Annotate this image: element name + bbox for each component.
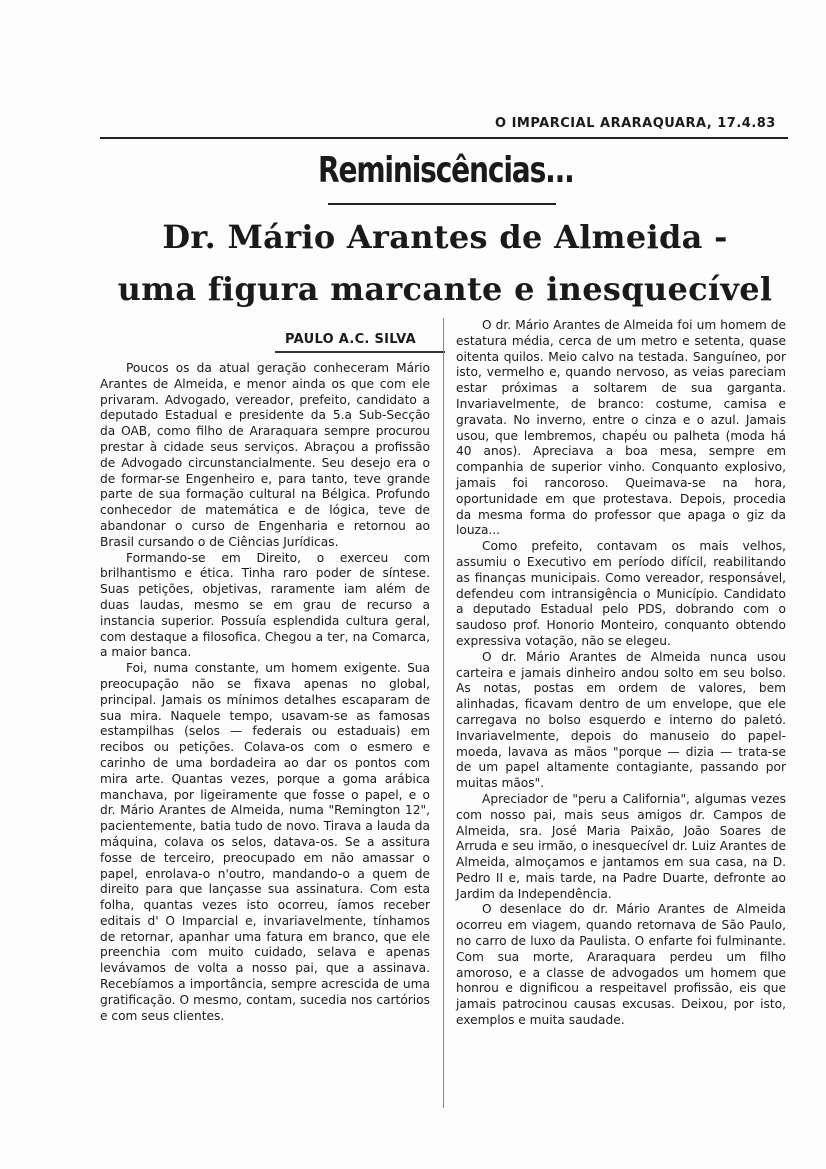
- section-rule: [328, 203, 556, 205]
- paragraph: O dr. Mário Arantes de Almeida foi um homem de estatura média, cerca de um metro e setenta, quase oitenta quilos. Meio calvo na testada. Sanguíneo, por isto, vermelho e, quando nervoso, as veias pareciam estar próximas a soltarem de sua garganta. Invariavelmente, de branco: costume, camisa e gravata. No inverno, entre o cinza e o azul. Jamais usou, que lembremos, chapéu ou palheta (moda há 40 anos). Apreciava a boa mesa, sempre em companhia de superior vinho. Conquanto explosivo, jamais foi rancoroso. Queimava-se na hora, oportunidade em que protestava. Depois, procedia da mesma forma do professor que apaga o giz da louza...: [456, 318, 786, 538]
- byline: PAULO A.C. SILVA: [285, 332, 416, 347]
- headline-line-1: Dr. Mário Arantes de Almeida -: [162, 218, 728, 256]
- left-column: [100, 361, 430, 1024]
- section-title: Reminiscências...: [318, 150, 574, 191]
- right-column: [456, 318, 786, 1029]
- column-divider: [443, 318, 444, 1108]
- paragraph: Poucos os da atual geração conheceram Mário Arantes de Almeida, e menor ainda os que com ele privaram. Advogado, vereador, prefeito, candidato a deputado Estadual e presidente da 5.a Sub-Secção da OAB, como filho de Araraquara sempre procurou prestar à cidade seus serviços. Abraçou a profissão de Advogado circunstancialmente. Seu desejo era o de formar-se Engenheiro e, para tanto, teve grande parte de sua formação cultural na Bélgica. Profundo conhecedor de matemática e de lógica, teve de abandonar o curso de Engenharia e retornou ao Brasil cursando o de Ciências Jurídicas.: [100, 361, 430, 549]
- paragraph: O dr. Mário Arantes de Almeida nunca usou carteira e jamais dinheiro andou solto em seu bolso. As notas, postas em ordem de valores, bem alinhadas, ficavam dentro de um envelope, que ele carregava no bolso esquerdo e interno do paletó. Invariavelmente, depois do manuseio do papel-moeda, lavava as mãos "porque — dizia — trata-se de um papel altamente contagiante, passando por muitas mãos".: [456, 649, 786, 791]
- paragraph: Formando-se em Direito, o exerceu com brilhantismo e ética. Tinha raro poder de síntese. Suas petições, objetivas, raramente iam além de duas laudas, mesmo se em grau de recurso a instancia superior. Possuía esplendida cultura geral, com destaque a filosofica. Chegou a ter, na Comarca, a maior banca.: [100, 550, 430, 660]
- paragraph: O desenlace do dr. Mário Arantes de Almeida ocorreu em viagem, quando retornava de São Paulo, no carro de luxo da Paulista. O enfarte foi fulminante. Com sua morte, Araraquara perdeu um filho amoroso, e a classe de advogados um homem que honrou e dignificou a respeitavel profissão, eis que jamais patrocinou causas excusas. Deixou, por isto, exemplos e muita saudade.: [456, 902, 786, 1028]
- paragraph: Apreciador de "peru a California", algumas vezes com nosso pai, mais seus amigos dr. Campos de Almeida, sra. José Maria Paixão, João Soares de Arruda e seu irmão, o inesquecível dr. Luiz Arantes de Almeida, almoçamos e jantamos em sua casa, na D. Pedro II e, mais tarde, na Padre Duarte, defronte ao Jardim da Independência.: [456, 791, 786, 901]
- masthead-rule: [100, 137, 788, 139]
- paragraph: Como prefeito, contavam os mais velhos, assumiu o Executivo em período difícil, reabilitando as finanças municipais. Como vereador, responsável, defendeu com intransigência o Município. Candidato a deputado Estadual pelo PDS, dobrando com o saudoso prof. Honorio Monteiro, conquanto obtendo expressiva votação, não se elegeu.: [456, 539, 786, 648]
- paragraph: Foi, numa constante, um homem exigente. Sua preocupação não se fixava apenas no global, principal. Jamais os mínimos detalhes escaparam de sua mira. Naquele tempo, usavam-se as famosas estampilhas (selos — federais ou estaduais) em recibos ou petições. Colava-os com o esmero e carinho de uma bordadeira ao dar os pontos com mira arte. Quantas vezes, porque a goma arábica manchava, por ligeiramente que fosse o papel, e o dr. Mário Arantes de Almeida, numa "Remington 12", pacientemente, batia tudo de novo. Tirava a lauda da máquina, colava os selos, datava-os. Se a assitura fosse de terceiro, preocupado em não amassar o papel, enrolava-o n'outro, mandando-o a quem de direito para que lançasse sua assinatura. Com esta folha, quantas vezes isto ocorreu, íamos receber editais d' O Imparcial e, invariavelmente, tínhamos de retornar, apanhar uma fatura em branco, que ele preenchia com muito cuidado, selava e apenas levávamos de volta a nosso pai, que a assinava. Recebíamos a importância, sempre acrescida de uma gratificação. O mesmo, contam, sucedia nos cartórios e com seus clientes.: [100, 661, 430, 1023]
- byline-rule: [275, 351, 445, 353]
- masthead: O IMPARCIAL ARARAQUARA, 17.4.83: [495, 116, 776, 131]
- headline-line-2: uma figura marcante e inesquecível: [117, 270, 773, 308]
